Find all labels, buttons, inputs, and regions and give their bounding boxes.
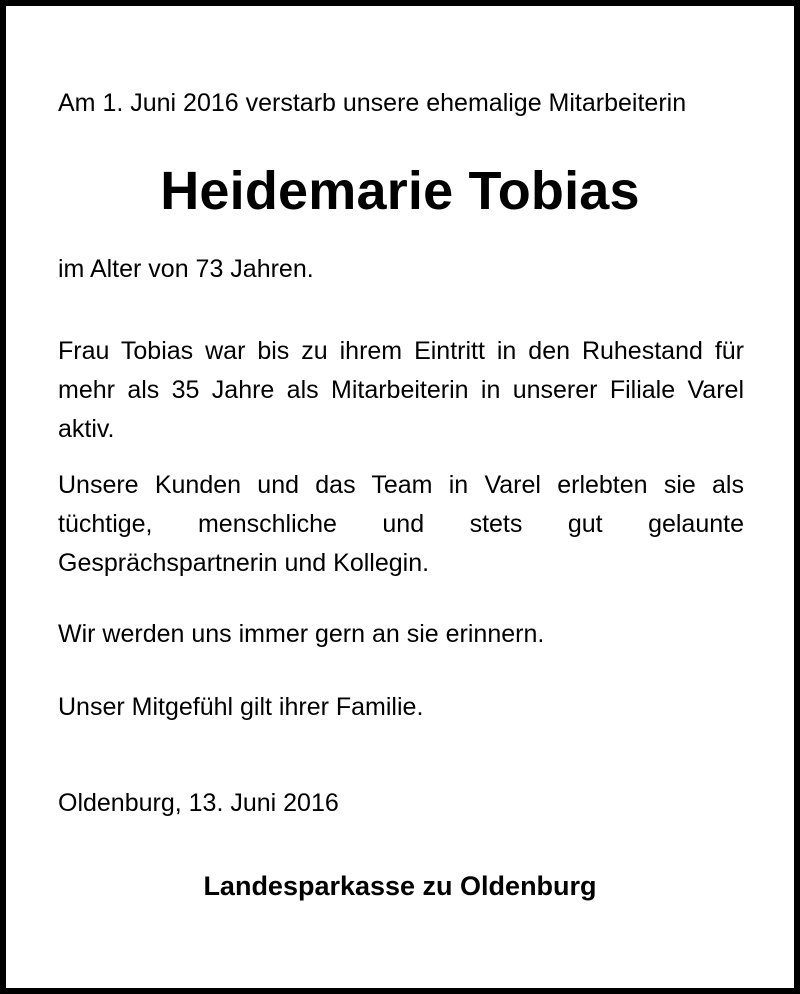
place-date-line: Oldenburg, 13. Juni 2016	[58, 789, 339, 817]
signature-organization: Landesparkasse zu Oldenburg	[203, 871, 597, 901]
career-paragraph: Frau Tobias war bis zu ihrem Eintritt in den Ruhestand für mehr als 35 Jahre als Mitarbeiterin in unserer Filiale Varel aktiv.	[58, 337, 744, 443]
intro-line: Am 1. Juni 2016 verstarb unsere ehemalige Mitarbeiterin	[58, 89, 687, 117]
tribute-paragraph: Unsere Kunden und das Team in Varel erlebten sie als tüchtige, menschliche und stets gut gelaunte Gesprächspartnerin und Kollegin.	[58, 471, 744, 577]
remembrance-line: Wir werden uns immer gern an sie erinnern.	[58, 620, 545, 648]
condolence-line: Unser Mitgefühl gilt ihrer Familie.	[58, 693, 424, 721]
age-line: im Alter von 73 Jahren.	[58, 255, 314, 283]
deceased-name: Heidemarie Tobias	[160, 161, 640, 221]
